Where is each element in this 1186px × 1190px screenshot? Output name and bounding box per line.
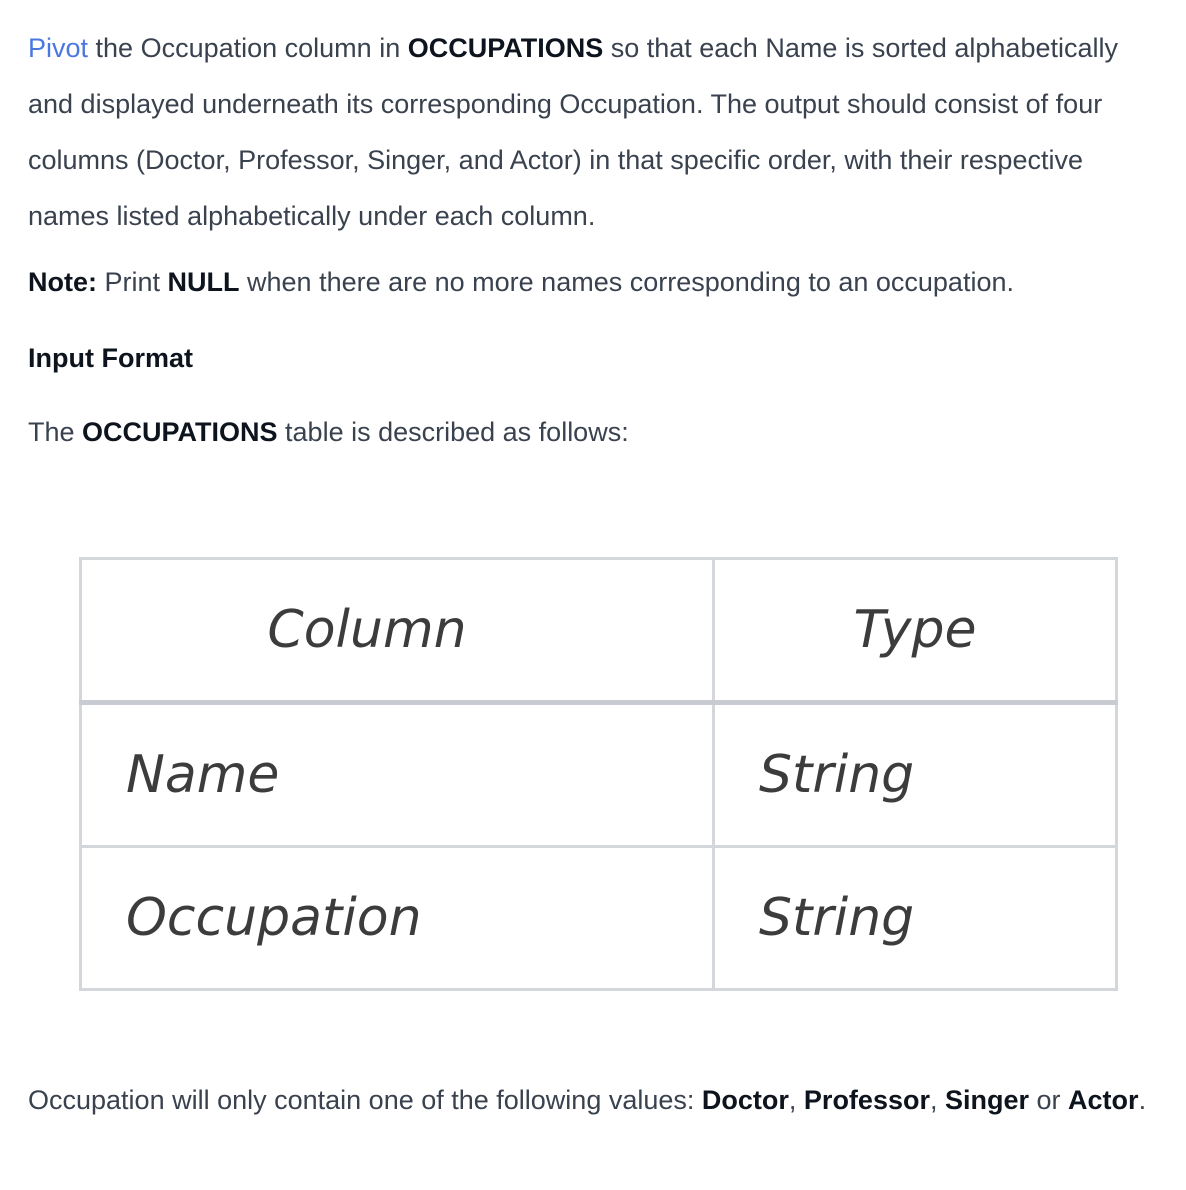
note-null: NULL — [167, 267, 240, 297]
table-row — [81, 703, 1117, 847]
input-format-heading: Input Format — [28, 343, 193, 373]
table-intro — [28, 404, 1168, 460]
values-paragraph — [28, 1072, 1168, 1128]
table-intro-name: OCCUPATIONS — [82, 417, 278, 447]
values-sep-2: , — [929, 1085, 945, 1115]
value-actor: Actor — [1068, 1085, 1139, 1115]
values-prefix: Occupation will only contain one of the following values: — [28, 1085, 702, 1115]
table-intro-suffix: table is described as follows: — [277, 417, 629, 447]
intro-table-name: OCCUPATIONS — [407, 33, 604, 63]
problem-statement — [28, 20, 1168, 460]
header-type: Type — [714, 559, 1117, 703]
row-occupation-type: String — [714, 847, 1117, 990]
row-occupation-column: Occupation — [81, 847, 714, 990]
schema-table — [79, 557, 1118, 991]
values-suffix: . — [1138, 1085, 1147, 1115]
table-row — [81, 847, 1117, 990]
intro-paragraph — [28, 20, 1168, 244]
row-name-type: String — [714, 703, 1117, 847]
values-sep-3: or — [1029, 1085, 1069, 1115]
intro-text-1: the Occupation column in — [88, 33, 408, 63]
note-text-2: when there are no more names corresponding to an occupation. — [239, 267, 1014, 297]
schema-header-row — [81, 559, 1117, 703]
note-label: Note: — [28, 267, 97, 297]
value-professor: Professor — [803, 1085, 930, 1115]
table-intro-prefix: The — [28, 417, 83, 447]
value-singer: Singer — [945, 1085, 1030, 1115]
row-name-column: Name — [81, 703, 714, 847]
pivot-link[interactable]: Pivot — [28, 33, 89, 63]
values-sep-1: , — [788, 1085, 804, 1115]
value-doctor: Doctor — [701, 1085, 789, 1115]
values-note — [28, 1072, 1168, 1128]
note-paragraph — [28, 254, 1168, 310]
note-text-1: Print — [97, 267, 168, 297]
intro-text-2: so that each Name is sorted alphabetically and displayed underneath its corresponding Occupation. The output should consist of four columns (Doctor, Professor, Singer, and Actor) in that specific order, with their respective names listed alphabetically under each column. — [28, 33, 1118, 231]
header-column: Column — [81, 559, 714, 703]
